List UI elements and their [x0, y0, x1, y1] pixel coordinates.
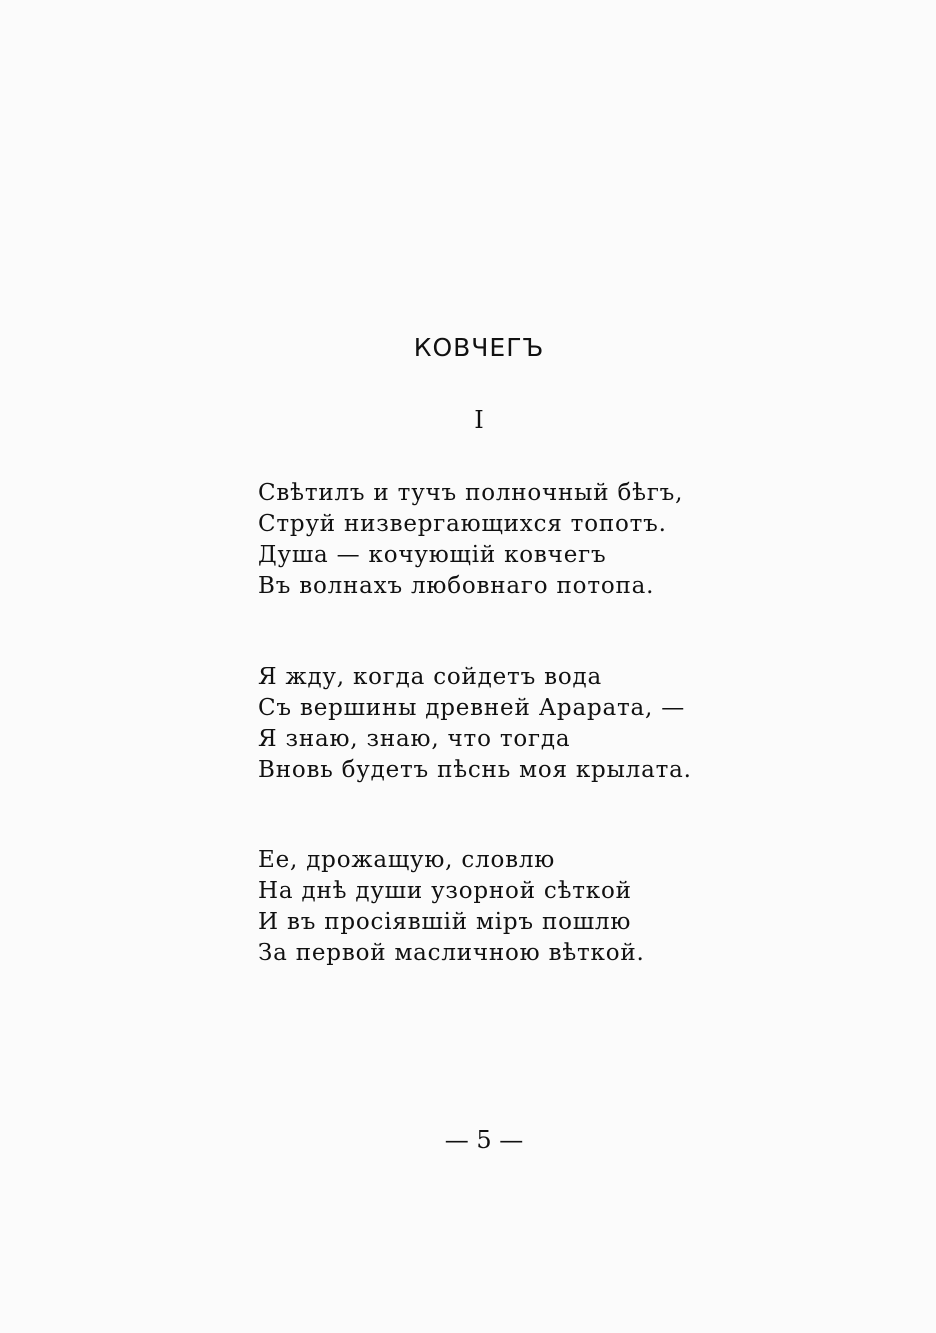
stanza	[258, 662, 818, 786]
verse-line: Вновь будетъ пѣснь моя крылата.	[258, 757, 692, 783]
verse-line: Я знаю, знаю, что тогда	[258, 726, 571, 752]
verse-line: Струй низвергающихся топотъ.	[258, 511, 667, 537]
verse-line: Въ волнахъ любовнаго потопа.	[258, 573, 655, 599]
poem-title: КОВЧЕГЪ	[413, 333, 545, 362]
verse-line: И въ просіявшій міръ пошлю	[258, 909, 632, 935]
stanza	[258, 845, 818, 969]
verse-line: Ее, дрожащую, словлю	[258, 847, 556, 873]
verse-line: За первой масличною вѣткой.	[258, 940, 645, 966]
verse-line: На днѣ души узорной сѣткой	[258, 878, 632, 904]
verse-line: Свѣтилъ и тучъ полночный бѣгъ,	[258, 480, 684, 506]
verse-line: Я жду, когда сойдетъ вода	[258, 664, 602, 690]
page-number: — 5 —	[444, 1126, 524, 1154]
verse-line: Душа — кочующій ковчегъ	[258, 542, 607, 568]
verse-line: Съ вершины древней Арарата, —	[258, 695, 686, 721]
stanza	[258, 478, 818, 602]
section-number: I	[474, 406, 484, 434]
